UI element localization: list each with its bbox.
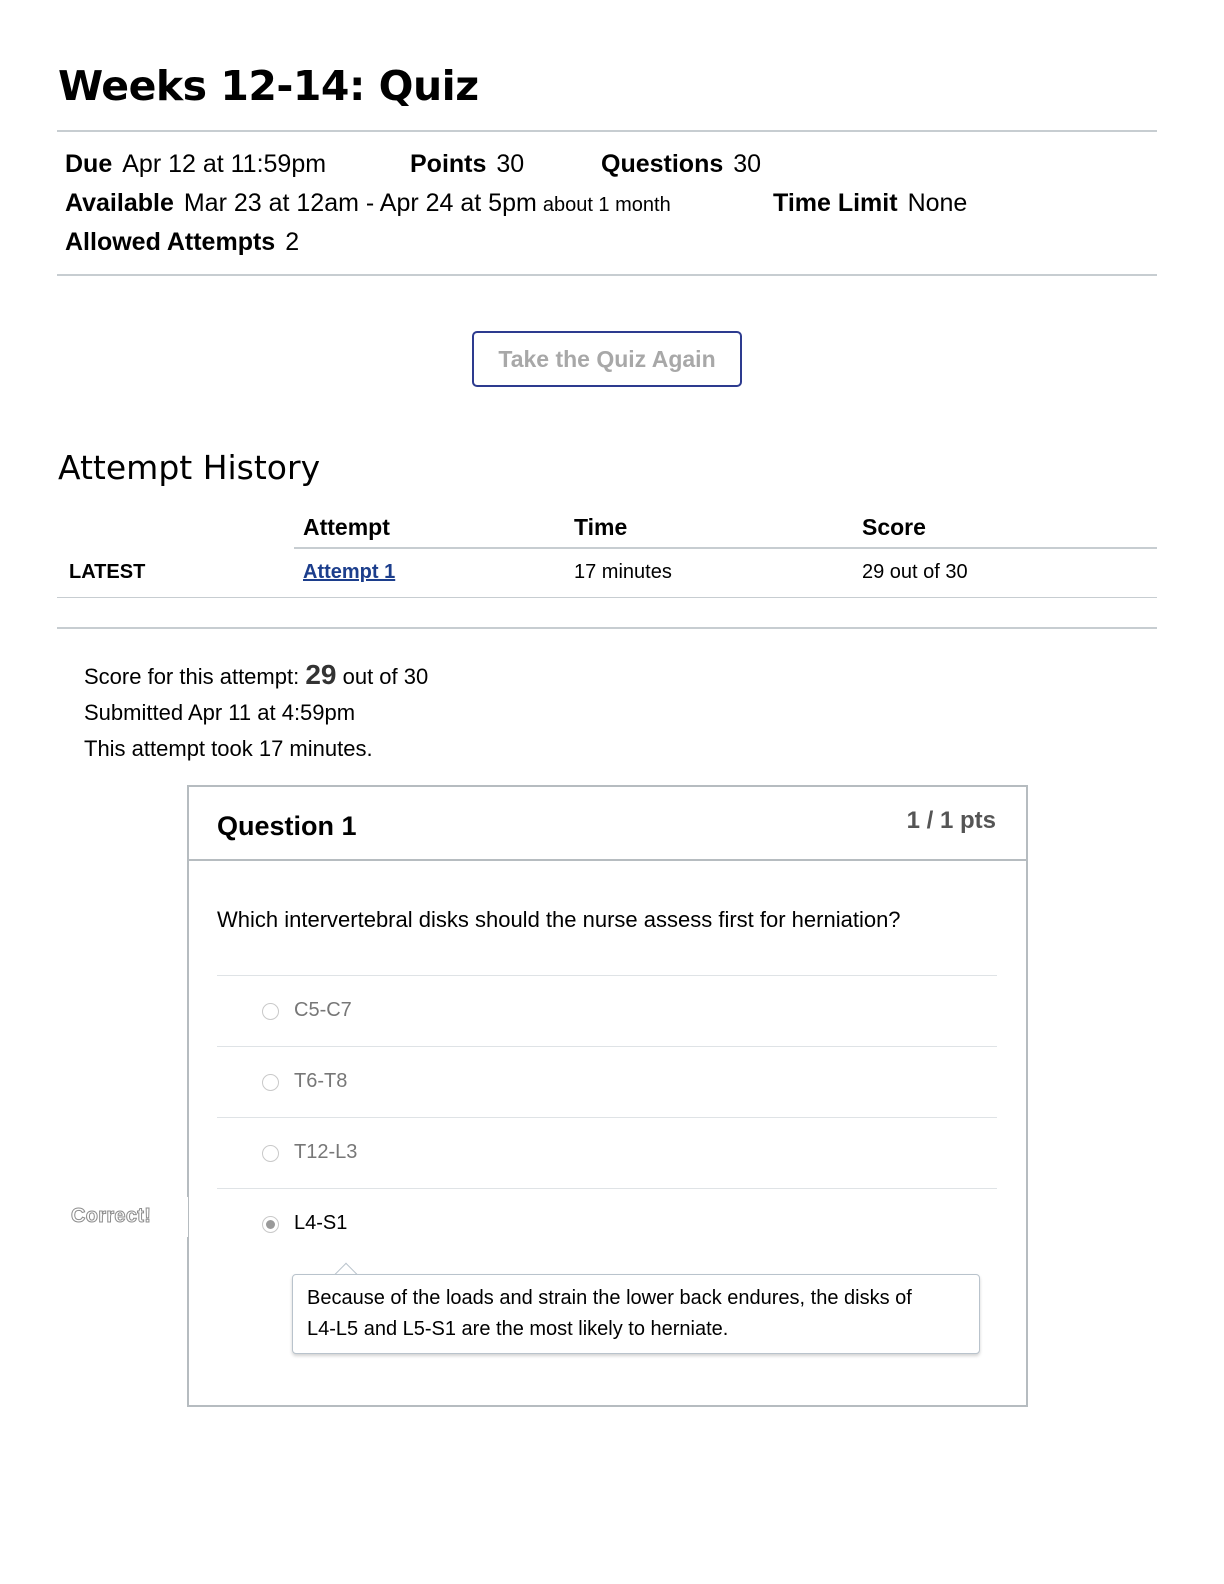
submitted-time: Submitted Apr 11 at 4:59pm [84, 700, 356, 725]
history-divider [57, 627, 1157, 629]
radio-icon[interactable] [262, 1145, 279, 1162]
radio-icon[interactable] [262, 1074, 279, 1091]
table-row [57, 548, 1157, 598]
radio-icon[interactable] [262, 1003, 279, 1020]
questions-detail: Questions 30 [601, 150, 762, 178]
column-header-score: Score [862, 514, 926, 540]
column-header-attempt: Attempt [303, 514, 390, 540]
take-quiz-again-button[interactable]: Take the Quiz Again [472, 331, 742, 387]
allowed-attempts-detail: Allowed Attempts 2 [65, 228, 300, 256]
available-detail: Available Mar 23 at 12am - Apr 24 at 5pm about 1 month [65, 189, 671, 217]
answer-label: T12-L3 [294, 1141, 358, 1163]
answer-label: T6-T8 [294, 1070, 348, 1092]
attempt-history-title: Attempt History [58, 448, 321, 487]
details-divider [57, 274, 1157, 276]
question-points: 1 / 1 pts [906, 807, 996, 834]
answer-option-selected[interactable] [217, 1188, 997, 1259]
latest-tag: LATEST [69, 561, 146, 583]
radio-selected-icon[interactable] [262, 1216, 279, 1233]
column-header-time: Time [574, 514, 628, 540]
attempt-time: 17 minutes [574, 561, 672, 583]
answer-list [217, 975, 997, 1340]
answer-label: L4-S1 [294, 1212, 348, 1234]
attempt-duration: This attempt took 17 minutes. [84, 736, 373, 761]
due-detail: Due Apr 12 at 11:59pm [65, 150, 327, 178]
answer-option[interactable] [217, 1046, 997, 1117]
attempt-score: 29 out of 30 [862, 561, 968, 583]
answer-label: C5-C7 [294, 999, 352, 1021]
question-title: Question 1 [217, 811, 357, 841]
attempt-score-value: 29 [305, 659, 337, 690]
question-text: Which intervertebral disks should the nurse assess first for herniation? [217, 907, 901, 932]
correct-flag [58, 1197, 188, 1237]
attempt-history-header [57, 510, 1157, 548]
attempt-score-line: Score for this attempt: 29 out of 30 [84, 659, 429, 690]
answer-option[interactable] [217, 1117, 997, 1188]
attempt-history-table [57, 510, 1157, 598]
time-limit-detail: Time Limit None [773, 189, 968, 217]
page-title: Weeks 12-14: Quiz [58, 62, 479, 110]
correct-label: Correct! [71, 1205, 152, 1227]
question-header [189, 787, 1026, 861]
answer-option[interactable] [217, 975, 997, 1046]
points-detail: Points 30 [410, 150, 525, 178]
answer-feedback: Because of the loads and strain the lower back endures, the disks of L4-L5 and L5-S1 are the most likely to herniate. [292, 1274, 980, 1354]
question-card [187, 785, 1028, 1407]
header-divider [57, 130, 1157, 132]
attempt-1-link[interactable]: Attempt 1 [303, 561, 396, 583]
